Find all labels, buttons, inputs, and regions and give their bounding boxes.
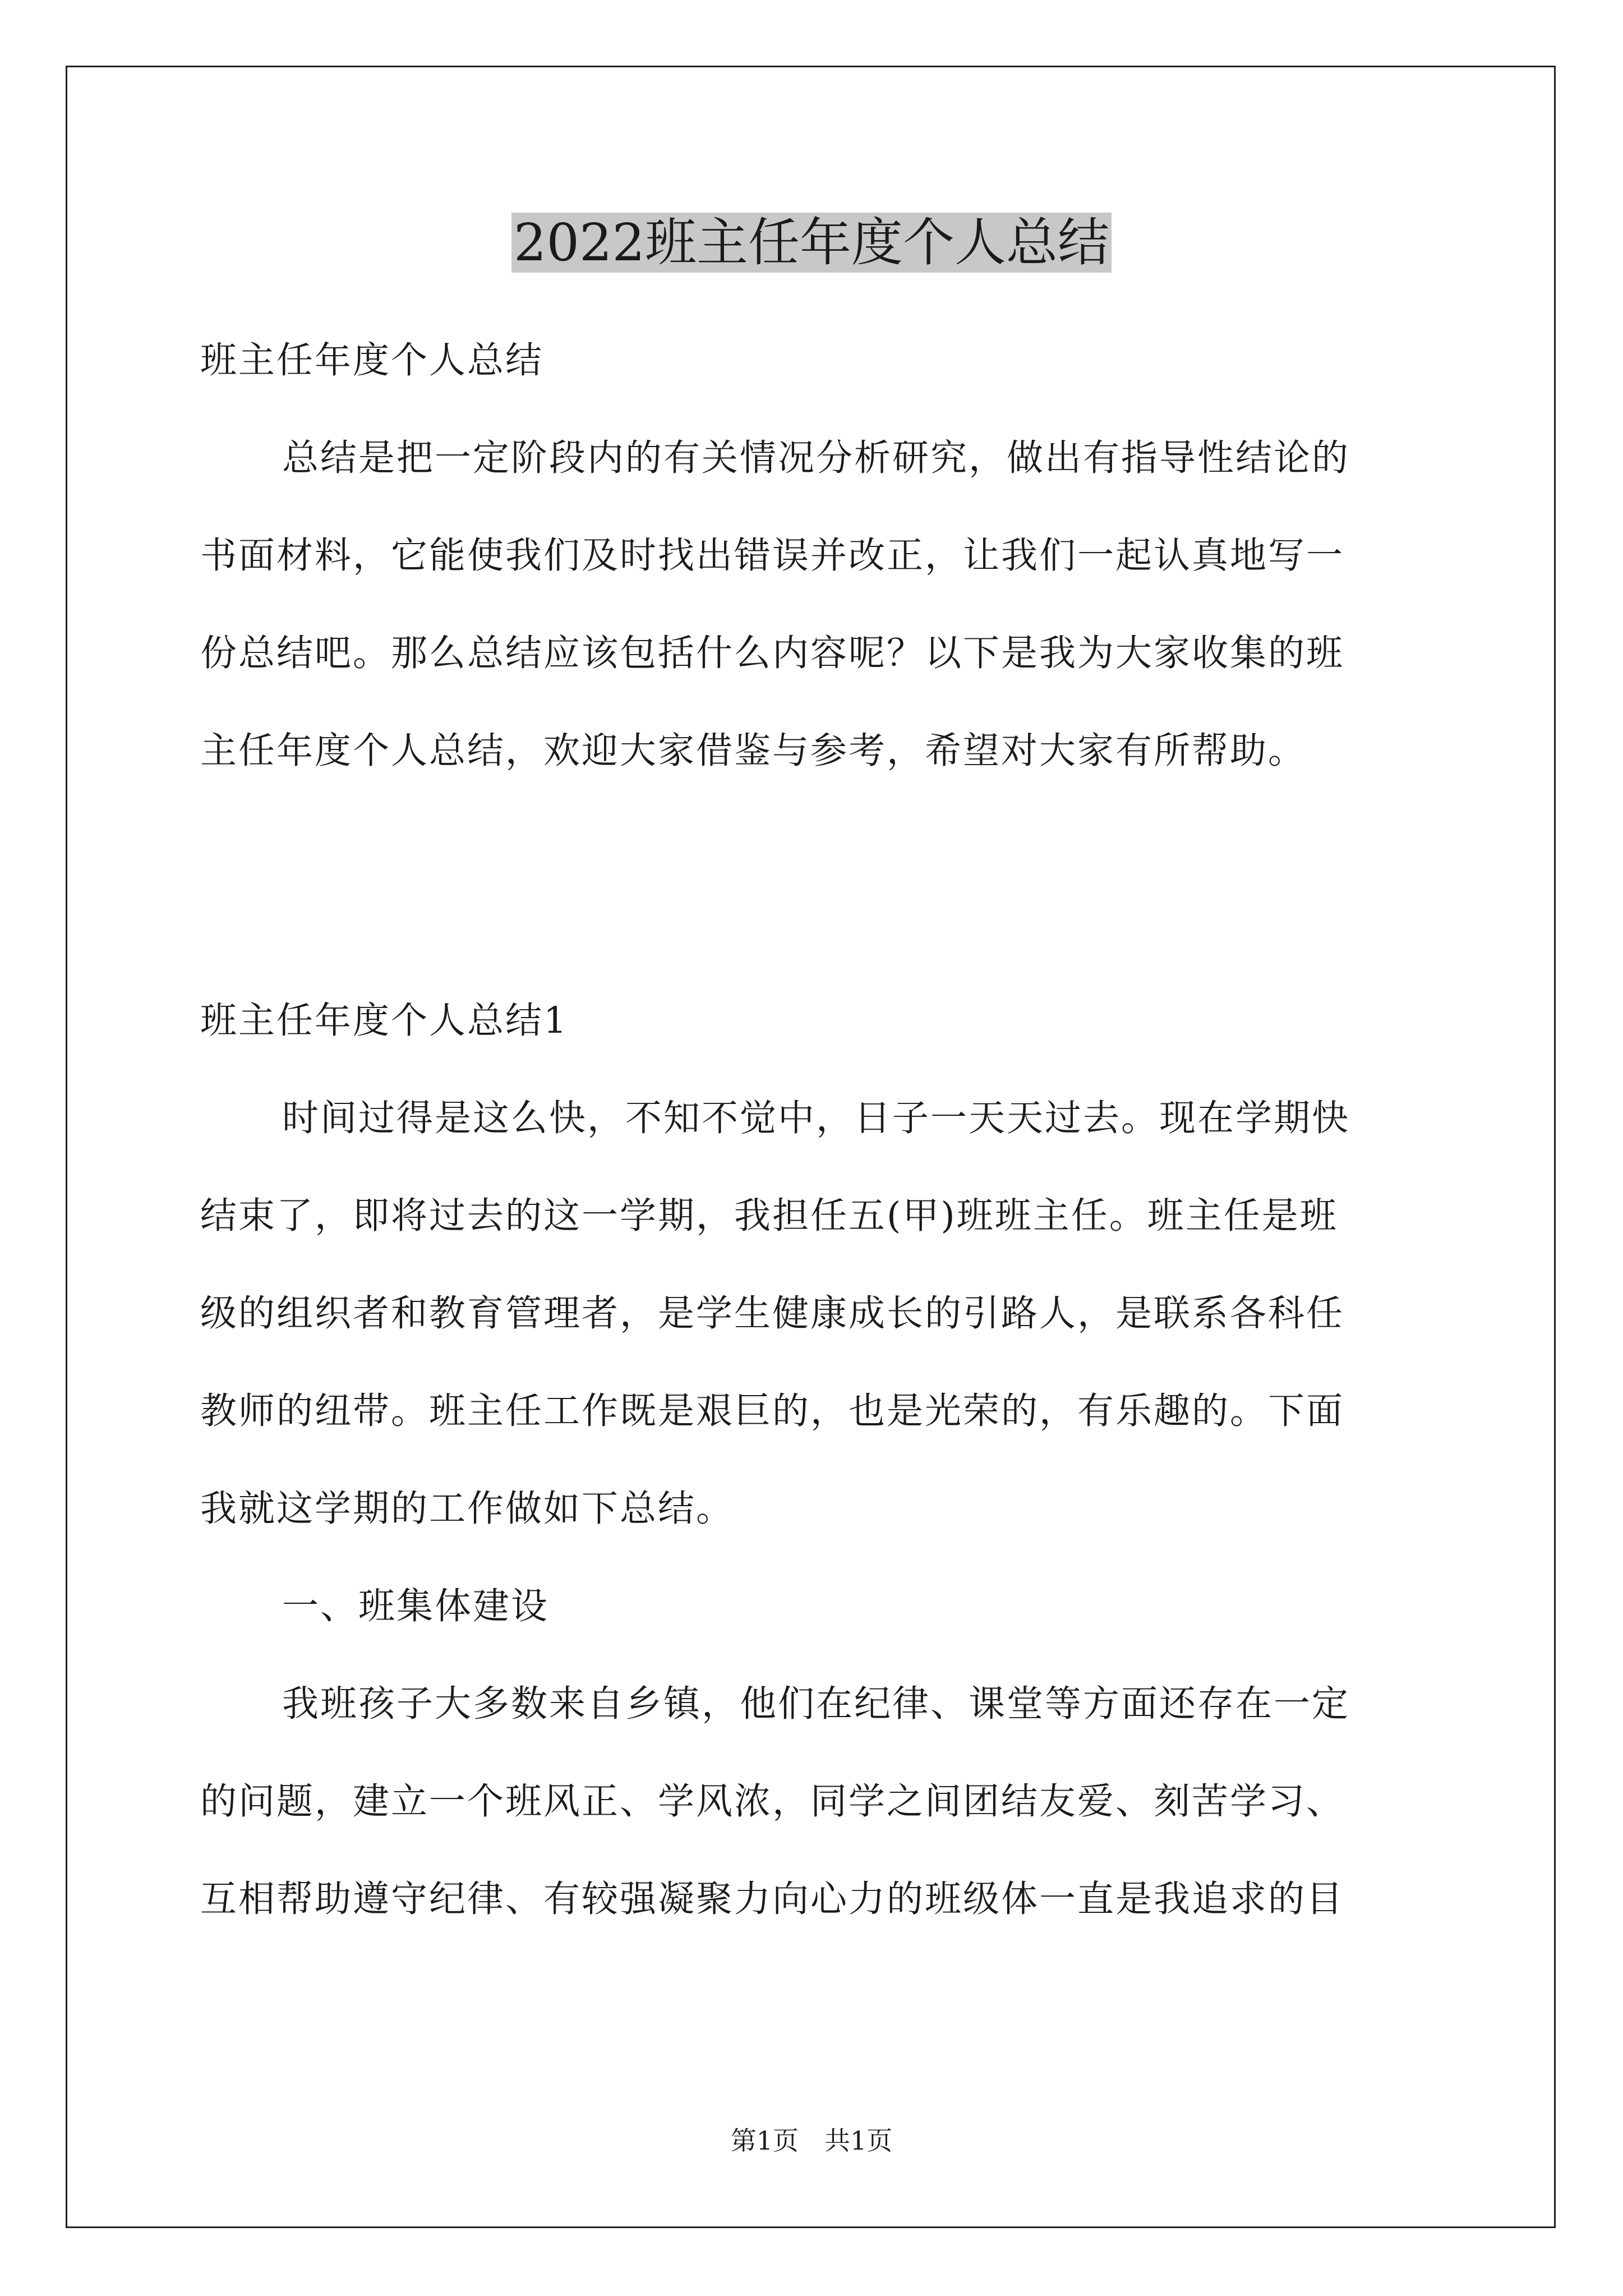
- text-line: 书面材料，它能使我们及时找出错误并改正，让我们一起认真地写一: [200, 535, 1345, 577]
- text-line: 教师的纽带。班主任工作既是艰巨的，也是光荣的，有乐趣的。下面: [200, 1390, 1345, 1432]
- text-line: 我就这学期的工作做如下总结。: [200, 1488, 735, 1530]
- document-title-text: 2022班主任年度个人总结: [511, 213, 1112, 273]
- text-line: 互相帮助遵守纪律、有较强凝聚力向心力的班级体一直是我追求的目: [200, 1878, 1345, 1920]
- document-title: [0, 206, 1623, 279]
- paragraph-class-building: [200, 1655, 1428, 1948]
- subheading-class-building: [200, 1558, 1428, 1655]
- text-line: 时间过得是这么快，不知不觉中，日子一天天过去。现在学期快: [282, 1097, 1350, 1139]
- text-line: 班主任年度个人总结: [200, 339, 544, 381]
- text-line: 的问题，建立一个班风正、学风浓，同学之间团结友爱、刻苦学习、: [200, 1780, 1345, 1823]
- text-line: 班主任年度个人总结1: [200, 1000, 569, 1042]
- text-line: 总结是把一定阶段内的有关情况分析研究，做出有指导性结论的: [282, 437, 1350, 479]
- text-line: 结束了，即将过去的这一学期，我担任五(甲)班班主任。班主任是班: [200, 1195, 1338, 1237]
- paragraph-time: [200, 1070, 1428, 1558]
- text-line: 我班孩子大多数来自乡镇，他们在纪律、课堂等方面还存在一定: [282, 1683, 1350, 1725]
- page-footer: 第1页 共1页: [730, 2125, 893, 2156]
- text-line: 份总结吧。那么总结应该包括什么内容呢？以下是我为大家收集的班: [200, 632, 1345, 674]
- text-line: 级的组织者和教育管理者，是学生健康成长的引路人，是联系各科任: [200, 1292, 1345, 1335]
- intro-paragraph: [200, 409, 1428, 800]
- text-line: 主任年度个人总结，欢迎大家借鉴与参考，希望对大家有所帮助。: [200, 730, 1307, 772]
- section-heading-1: [200, 972, 1428, 1070]
- section-heading-intro: [200, 312, 1428, 409]
- text-line: 一、班集体建设: [282, 1585, 550, 1627]
